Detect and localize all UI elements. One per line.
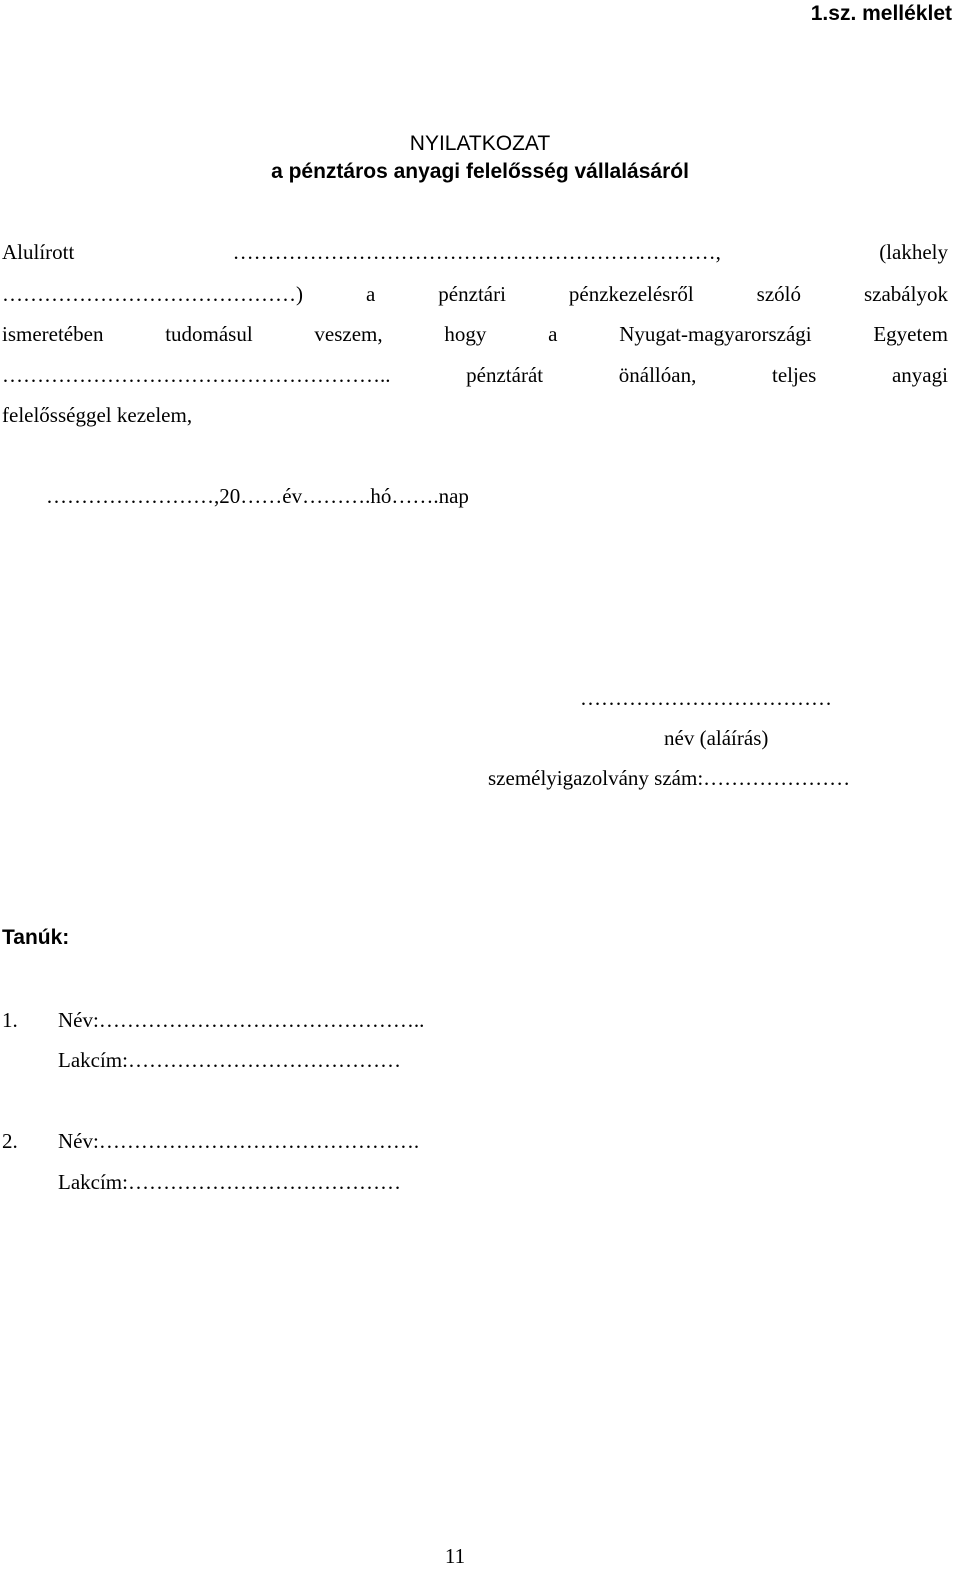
witnesses-heading: Tanúk: [2, 926, 70, 949]
paragraph-word: tudomásul [165, 322, 253, 346]
paragraph-line-2 [2, 280, 948, 308]
paragraph-word: önállóan, [618, 363, 697, 387]
paragraph-word: pénztárát [466, 363, 544, 387]
paragraph-word: anyagi [891, 363, 948, 387]
date-line: ……………………,20……év……….hó…….nap [46, 484, 469, 508]
paragraph-word: a [548, 322, 558, 346]
paragraph-line-5: felelősséggel kezelem, [2, 403, 193, 427]
witness-1-name-field: Név:……………………………………….. [58, 1008, 425, 1032]
paragraph-word: Nyugat-magyarországi [619, 322, 812, 346]
witness-1-number: 1. [2, 1008, 18, 1032]
name-blank: ……………………………………………………………, [232, 240, 721, 264]
paragraph-word: pénzkezelésről [568, 282, 694, 306]
paragraph-word: ismeretében [2, 322, 104, 346]
id-number-field: személyigazolvány szám:………………… [488, 766, 851, 790]
paragraph-word: hogy [444, 322, 487, 346]
paragraph-word: veszem, [314, 322, 383, 346]
paragraph-word: Alulírott [2, 240, 75, 264]
paragraph-word: (lakhely [879, 240, 948, 264]
paragraph-word: teljes [771, 363, 817, 387]
paragraph-word: szabályok [863, 282, 948, 306]
witness-1-address-field: Lakcím:………………………………… [58, 1048, 401, 1072]
unit-blank: ……………………………………………….. [2, 363, 391, 387]
paragraph-line-4 [2, 361, 948, 389]
witness-2-name-field: Név:………………………………………. [58, 1129, 420, 1153]
address-blank: ……………………………………) [2, 282, 303, 306]
paragraph-line-3 [2, 320, 948, 348]
page-number: 11 [444, 1544, 466, 1568]
signature-line: ……………………………… [580, 686, 832, 710]
paragraph-word: a [365, 282, 376, 306]
witness-2-address-field: Lakcím:………………………………… [58, 1170, 401, 1194]
document-title: NYILATKOZAT [409, 132, 551, 155]
signature-name-label: név (aláírás) [664, 726, 769, 750]
paragraph-line-1 [2, 238, 948, 266]
document-subtitle: a pénztáros anyagi felelősség vállalásáról [271, 160, 689, 183]
paragraph-word: szóló [756, 282, 801, 306]
paragraph-word: pénztári [438, 282, 506, 306]
paragraph-word: Egyetem [873, 322, 948, 346]
annex-label: 1.sz. melléklet [810, 2, 952, 25]
witness-2-number: 2. [2, 1129, 18, 1153]
